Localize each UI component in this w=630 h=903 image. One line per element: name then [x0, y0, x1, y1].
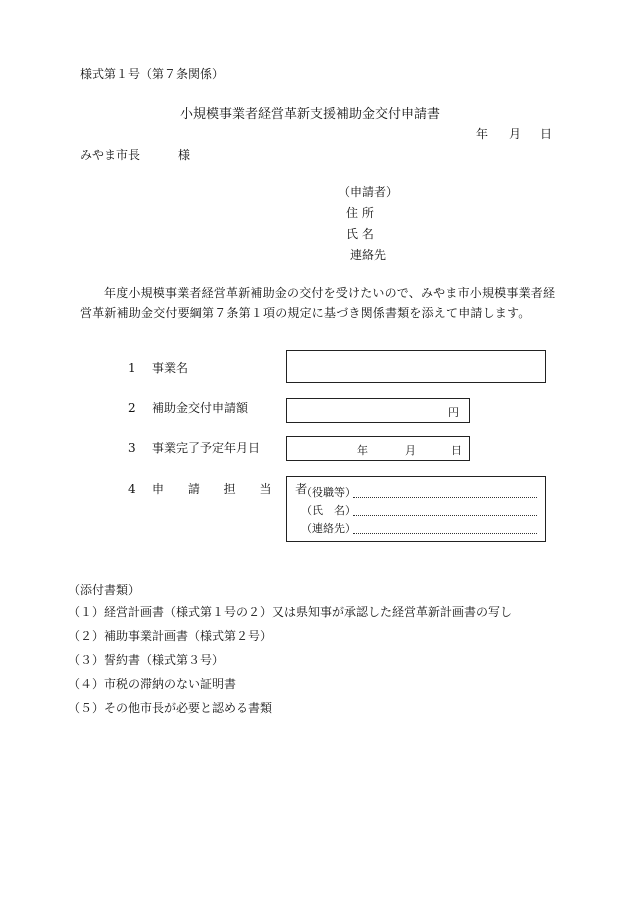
contact-person-name-input-line[interactable]	[353, 515, 537, 516]
item-4-label: 申 請 担 当 者	[152, 482, 318, 496]
body-text: 年度小規模事業者経営革新補助金の交付を受けたいので、みやま市小規模事業者経営革新補助金交付要綱第７条第１項の規定に基づき関係書類を添えて申請します。	[80, 286, 556, 320]
item-2-label: 補助金交付申請額	[152, 401, 249, 415]
date-year: 年	[476, 127, 489, 141]
person-in-charge-box	[286, 476, 546, 542]
applicant-contact-label: 連絡先	[350, 248, 387, 262]
attachment-item-5: （５）その他市長が必要と認める書類	[68, 701, 273, 715]
completion-date-field[interactable]	[286, 436, 470, 461]
business-name-field[interactable]	[286, 350, 546, 383]
item-3-number: 3	[128, 441, 136, 455]
item-3-label: 事業完了予定年月日	[152, 441, 261, 455]
contact-info-input-line[interactable]	[353, 533, 537, 534]
attachment-item-1: （１）経営計画書（様式第１号の２）又は県知事が承認した経営革新計画書の写し	[68, 605, 513, 619]
contact-info-label: （連絡先）	[301, 522, 356, 535]
applicant-address-label: 住 所	[346, 206, 374, 220]
date-month: 月	[509, 127, 522, 141]
date-day: 日	[540, 127, 553, 141]
completion-year: 年	[357, 444, 368, 457]
subsidy-amount-field[interactable]	[286, 398, 470, 423]
applicant-heading: （申請者）	[338, 185, 399, 199]
position-input-line[interactable]	[353, 497, 537, 498]
attachment-item-3: （３）誓約書（様式第３号）	[68, 653, 225, 667]
item-1-number: 1	[128, 361, 136, 375]
completion-month: 月	[405, 444, 416, 457]
form-number: 様式第１号（第７条関係）	[80, 67, 225, 81]
page-title: 小規模事業者経営革新支援補助金交付申請書	[180, 107, 441, 122]
item-2-number: 2	[128, 401, 136, 415]
addressee-honorific: 様	[178, 148, 191, 162]
item-4-number: 4	[128, 482, 136, 496]
completion-day: 日	[451, 444, 462, 457]
attachment-item-4: （４）市税の滞納のない証明書	[68, 677, 237, 691]
position-label: （役職等）	[301, 486, 356, 499]
attachments-heading: （添付書類）	[68, 583, 141, 597]
addressee-name: みやま市長	[80, 148, 141, 162]
item-1-label: 事業名	[152, 361, 189, 375]
applicant-name-label: 氏 名	[346, 227, 374, 241]
yen-unit: 円	[448, 406, 459, 419]
contact-person-name-label: （氏 名）	[301, 504, 356, 517]
attachment-item-2: （２）補助事業計画書（様式第２号）	[68, 629, 273, 643]
